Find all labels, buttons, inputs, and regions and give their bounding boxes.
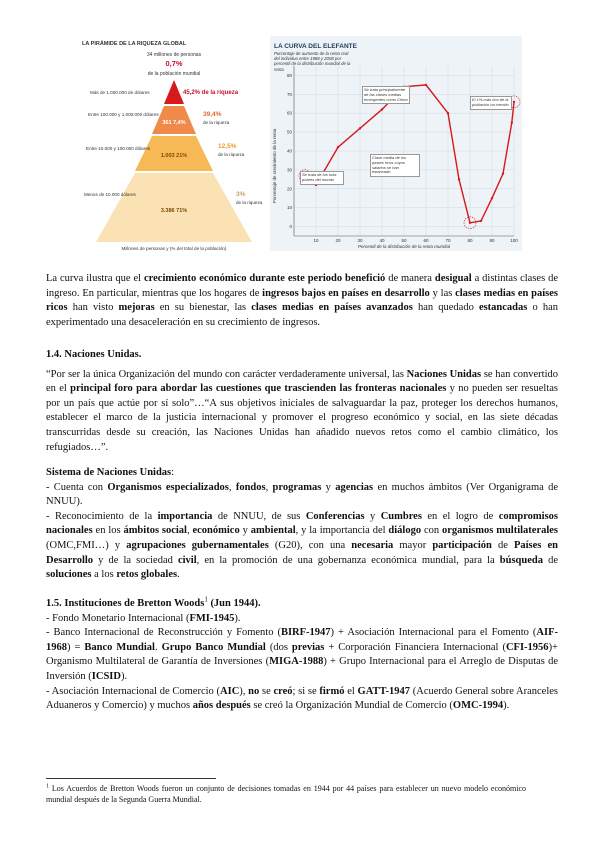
bretton-2-run: ). <box>120 670 128 682</box>
sistema-1-run: , <box>228 481 236 493</box>
annotation-b: Se trata principalmente de las clases medias emergentes como China <box>362 86 410 104</box>
sistema-2-run: a los <box>91 569 117 581</box>
sistema-1-run: y <box>321 481 336 493</box>
sistema-2-run: , y la importancia del <box>295 525 389 537</box>
bretton-2-run: + Corporación Financiera Internacional ( <box>324 641 506 653</box>
bretton-2-run: Banco Mundial <box>84 641 155 653</box>
bretton-3-run: años después <box>192 700 251 712</box>
bretton-2-run: - Banco Internacional de Reconstrucción y Fomento ( <box>46 627 281 639</box>
intro-text <box>46 272 558 330</box>
sistema-heading: Sistema de Naciones Unidas <box>46 467 172 478</box>
bretton-2-run: (dos <box>265 641 292 653</box>
sistema-2-run: en los <box>92 525 124 537</box>
bretton-2-run: ICSID <box>91 670 121 682</box>
sistema-2-run: con <box>421 525 442 537</box>
bretton-1-run: ). <box>234 612 241 624</box>
bretton-3-run: se creó la Organización Mundial de Comercio ( <box>250 700 453 712</box>
bretton-3-run: AIC <box>220 685 240 697</box>
bretton-item-comercio <box>46 685 558 714</box>
pyramid-tier-3-wealth: 12,5% <box>218 143 237 150</box>
sistema-1-run: programas <box>272 481 322 493</box>
sistema-2-run: mayor <box>393 539 433 551</box>
pyramid-tier-4-pop: 3.386 71% <box>160 208 188 214</box>
pyramid-tier-3-label: Entre 10.000 y 100.000 dólares <box>86 146 151 151</box>
intro-run: ingresos bajos en países en desarrollo <box>262 287 430 299</box>
pyramid-tier-2-wealth: 39,4% <box>203 111 222 118</box>
section-naciones-unidas <box>46 348 558 455</box>
quote-run: y no pueden ser resueltas por un país que actúe por sí solo”…“A sus objetivos iniciales de salvaguardar la paz, proteger los derechos humanos, establecer el marco de la justicia internacional y promover el progreso económico y social, en las siete décadas transcurridas desde su creación, las Naciones Unidas han añadido nuevos retos como el cambio climático, los refugiados…”. <box>46 383 558 453</box>
intro-run: y las <box>429 287 456 299</box>
y-tick-label: 0 <box>289 224 292 230</box>
pyramid-title: LA PIRÁMIDE DE LA RIQUEZA GLOBAL <box>82 41 187 47</box>
sistema-2-run: importancia <box>157 510 213 522</box>
sistema-2-run: Conferencias <box>305 510 365 522</box>
sistema-2-run: . <box>177 569 180 581</box>
sistema-2-run: necesaria <box>351 539 394 551</box>
bretton-2-run: CFI-1956 <box>505 641 549 653</box>
bretton-3-run: ; si se <box>292 685 320 697</box>
sistema-2-run: búsqueda <box>499 554 543 566</box>
footnote-mark: 1 <box>46 783 49 790</box>
pyramid-tier-4-label: Menos de 10.000 dólares <box>84 192 136 197</box>
data-point <box>447 112 449 114</box>
sistema-2-run: ámbitos social <box>123 525 187 537</box>
x-tick-label: 80 <box>467 238 473 243</box>
x-tick-label: 70 <box>445 238 451 243</box>
sistema-2-run: - Reconocimiento de la <box>46 510 158 522</box>
annotation-c-box <box>370 154 420 212</box>
x-tick-label: 40 <box>379 238 385 243</box>
x-tick-label: 60 <box>423 238 429 243</box>
y-tick-label: 60 <box>286 110 292 116</box>
bretton-3-run: firmó <box>319 685 345 697</box>
footnote-text: Los Acuerdos de Bretton Woods fueron un conjunto de decisiones tomadas en 1944 por 44 países para establecer un nuevo modelo económico mundial después de la Segunda Guerra Mundial. <box>46 784 526 804</box>
sistema-2-run: de <box>542 554 558 566</box>
data-point <box>337 146 339 148</box>
intro-run: clases medias en países ricos <box>46 287 559 314</box>
bretton-2-run: ) = <box>67 641 85 653</box>
pyramid-tier-2-pop: 361 7,4% <box>162 120 186 126</box>
data-point <box>480 220 482 222</box>
intro-run: de manera <box>385 273 435 284</box>
bretton-3-run: creó <box>273 685 293 697</box>
footnote-divider <box>46 778 216 779</box>
sistema-1-run: - Cuenta con <box>46 481 108 493</box>
chart-ylabel: Porcentaje de crecimiento de la renta <box>272 128 277 204</box>
y-tick-label: 40 <box>286 148 292 154</box>
footnote <box>46 784 526 805</box>
data-point <box>359 127 361 129</box>
sistema-2-run: y de la sociedad <box>93 554 178 566</box>
pyramid-tier-2-label: Entre 100.000 y 1.000.000 dólares <box>88 112 159 117</box>
sistema-1-run: fondos <box>235 481 266 493</box>
intro-run: estancadas <box>478 302 528 314</box>
sistema-2-run: , en la promoción de una gobernanza económica mundial, para la <box>196 554 500 566</box>
pyramid-tier-2-wealth-note: de la riqueza <box>203 120 230 125</box>
intro-paragraph <box>46 272 558 330</box>
intro-run: o han experimentado una desaceleración en su crecimiento de ingresos. <box>46 302 558 328</box>
sistema-2-run: , <box>186 525 193 537</box>
pyramid-top-pop: de la población mundial <box>147 71 201 77</box>
sistema-2-run: diálogo <box>388 525 422 537</box>
bretton-2-run: ) + Asociación Internacional para el Fomento ( <box>330 627 537 639</box>
bretton-item-banco-mundial <box>46 626 558 684</box>
bretton-1-run: FMI-1945 <box>189 612 235 624</box>
intro-run: crecimiento económico durante este periodo benefició <box>144 273 386 284</box>
quote-run: “Por ser la única Organización del mundo con carácter verdaderamente universal, las <box>46 368 407 380</box>
chart-title: LA CURVA DEL ELEFANTE <box>274 43 357 50</box>
chart-description: Porcentaje de aumento de la renta real del individuo entre 1988 y 2008 por percentil de la distribución mundial de la renta <box>274 51 351 72</box>
y-tick-label: 70 <box>286 91 292 97</box>
pyramid-tier-1 <box>164 80 184 104</box>
sistema-2-run: participación <box>432 539 492 551</box>
y-tick-label: 20 <box>286 186 292 192</box>
annotation-a: Se trata de los más pobres del mundo <box>300 171 344 185</box>
bretton-3-run: GATT-1947 <box>357 685 411 697</box>
sistema-2-run: retos globales <box>116 569 178 581</box>
bretton-3-run: - Asociación Internacional de Comercio ( <box>46 685 221 697</box>
pyramid-tier-4-wealth-note: de la riqueza <box>236 200 263 205</box>
section-sistema <box>46 466 558 583</box>
x-tick-label: 50 <box>401 238 407 243</box>
figures <box>82 36 522 251</box>
intro-run: a distintas clases de ingreso. En particular, mientras que los hogares de <box>46 273 558 299</box>
sistema-2-run: de <box>491 539 514 551</box>
bretton-2-run: . <box>154 641 162 653</box>
y-tick-label: 80 <box>286 72 292 78</box>
sistema-2-run: (G20), con una <box>268 539 352 551</box>
sistema-point-1 <box>46 481 558 510</box>
intro-run: clases medias en países avanzados <box>251 302 413 314</box>
pyramid-top-wealth: 45,2% de la riqueza <box>183 90 239 96</box>
bretton-3-run: (Acuerdo General sobre Aranceles Aduaneros y Comercio) y muchos <box>46 685 559 712</box>
pyramid-tier-3-wealth-note: de la riqueza <box>218 152 245 157</box>
pyramid-tier-4-wealth: 3% <box>236 191 246 198</box>
sistema-2-run: Países en Desarrollo <box>46 539 558 566</box>
x-tick-label: 30 <box>357 238 363 243</box>
sistema-2-run: y <box>239 525 251 537</box>
un-quote <box>46 368 558 456</box>
sistema-heading-colon: : <box>171 467 175 478</box>
chart-description-box <box>274 51 352 99</box>
sistema-2-run: en el logro de <box>421 510 499 522</box>
bretton-2-run: Grupo Banco Mundial <box>161 641 266 653</box>
data-point <box>513 101 515 103</box>
intro-run: han quedado <box>412 302 479 314</box>
bretton-2-run: previas <box>291 641 325 653</box>
elephant-curve-chart <box>270 36 522 251</box>
bretton-3-run: ), <box>239 685 249 697</box>
sistema-2-run: Cumbres <box>380 510 422 522</box>
bretton-3-run: no <box>248 685 260 697</box>
y-tick-label: 30 <box>286 167 292 173</box>
bretton-2-run: )+ Organismo Multilateral de Garantía de Inversiones ( <box>46 641 558 668</box>
wealth-pyramid <box>82 36 264 251</box>
sistema-2-run: y <box>364 510 381 522</box>
annotation-d: El 1% más rico de la población ha crecido <box>470 96 512 110</box>
bretton-3-run: se <box>259 685 274 697</box>
intro-run: mejoras <box>118 302 155 314</box>
section-bretton-woods <box>46 597 558 714</box>
y-tick-label: 50 <box>286 129 292 135</box>
bretton-3-run: OMC-1994 <box>452 700 504 712</box>
sistema-2-run: compromisos nacionales <box>46 510 559 537</box>
sistema-2-run: económico <box>192 525 240 537</box>
pyramid-top-pct: 0,7% <box>165 59 183 68</box>
sistema-1-run: agencias <box>335 481 374 493</box>
chart-xlabel: Percentil de la distribución de la renta mundial <box>357 244 451 249</box>
annotation-c: Clase media de los países ricos cuyos salarios se han estancado <box>370 154 420 177</box>
sistema-point-2 <box>46 510 558 583</box>
bretton-3-run: el <box>344 685 358 697</box>
section-heading: 1.4. Naciones Unidas. <box>46 349 142 360</box>
bretton-3-run: ). <box>503 700 510 712</box>
sistema-2-run: soluciones <box>46 569 92 581</box>
bretton-item-fmi <box>46 612 558 627</box>
data-point <box>491 197 493 199</box>
intro-run: en su bienestar, las <box>154 302 252 314</box>
footnote-ref[interactable]: 1 <box>204 595 208 604</box>
x-tick-label: 90 <box>489 238 495 243</box>
quote-run: principal foro para abordar las cuestiones que trascienden las fronteras nacionales <box>70 383 447 395</box>
sistema-2-run: de NNUU, de sus <box>212 510 306 522</box>
sistema-2-run: organismos multilaterales <box>442 525 559 537</box>
annotation-d-box <box>470 96 512 132</box>
x-tick-label: 20 <box>335 238 341 243</box>
pyramid-tier-3-pop: 1.003 21% <box>160 153 188 159</box>
data-point <box>458 178 460 180</box>
data-point <box>469 222 471 224</box>
intro-run: La curva ilustra que el <box>46 273 144 284</box>
sistema-2-run: civil <box>177 554 197 566</box>
bretton-1-run: - Fondo Monetario Internacional ( <box>46 612 190 624</box>
quote-run: Naciones Unidas <box>406 368 482 380</box>
sistema-2-run: agrupaciones gubernamentales <box>126 539 269 551</box>
intro-run: han visto <box>67 302 119 314</box>
x-tick-label: 100 <box>510 238 518 243</box>
sistema-1-run: en muchos ámbitos (Ver Organigrama de NNUU). <box>46 481 559 508</box>
annotation-b-box <box>362 86 410 126</box>
sistema-1-run: Organismos especializados <box>107 481 229 493</box>
sistema-2-run: ambiental <box>250 525 296 537</box>
bretton-2-run: AIF-1968 <box>46 627 559 653</box>
bretton-2-run: ) + Grupo Internacional para el Arreglo de Disputas de Inversión ( <box>46 656 558 682</box>
intro-run: desigual <box>434 273 472 284</box>
bretton-heading-date: (Jun 1944). <box>207 598 261 609</box>
data-point <box>425 84 427 86</box>
x-tick-label: 10 <box>313 238 319 243</box>
bretton-2-run: MIGA-1988 <box>269 656 324 668</box>
annotation-a-box <box>300 171 344 211</box>
sistema-2-run: (OMC,FMI…) y <box>46 539 127 551</box>
bretton-heading: 1.5. Instituciones de Bretton Woods <box>46 598 205 609</box>
y-tick-label: 10 <box>286 205 292 211</box>
pyramid-footer: Millones de personas y (% del total de la población) <box>121 246 227 251</box>
sistema-1-run: , <box>265 481 273 493</box>
pyramid-tier-1-label: Más de 1.000.000 de dólares <box>90 90 150 95</box>
bretton-2-run: BIRF-1947 <box>280 627 331 639</box>
data-point <box>502 172 504 174</box>
quote-run: se han convertido en el <box>46 368 559 395</box>
pyramid-top-people: 34 millones de personas <box>146 52 202 58</box>
